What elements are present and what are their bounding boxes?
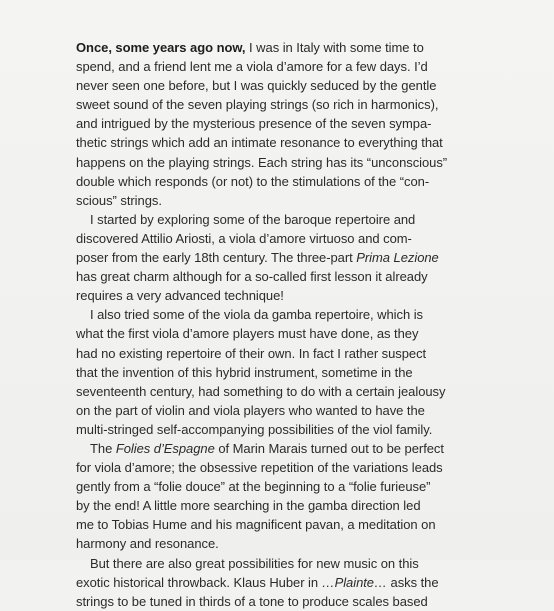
line-text: gently from a “folie douce” at the beginning to a “folie furieuse” [76,479,431,495]
text-line [76,305,471,324]
line-text: has great charm although for a so-called first lesson it already [76,269,428,285]
line-text: The [90,440,116,456]
text-line [76,114,471,133]
line-text: thetic strings which add an intimate resonance to everything that [76,135,443,151]
text-line [76,420,471,439]
text-line [76,286,471,305]
line-text: requires a very advanced technique! [76,288,284,304]
text-line [76,439,471,458]
lead-phrase: Once, some years ago now, [76,40,246,55]
italic-title: Folies d’Espagne [115,440,215,456]
text-line [76,248,471,267]
line-text: had no existing repertoire of their own. In fact I rather suspect [76,345,427,361]
line-text: sweet sound of the seven playing strings (so rich in harmonics), [76,97,439,113]
line-text: for viola d’amore; the obsessive repetition of the variations leads [76,460,443,476]
text-line [76,153,471,172]
line-text: I started by exploring some of the baroque repertoire and [90,211,416,227]
text-line [76,534,471,553]
line-text: on the part of violin and viola players who wanted to have the [76,402,425,418]
text-line [76,57,471,76]
text-line [76,344,471,363]
text-line [76,38,471,57]
text-line [76,477,471,496]
text-line [76,363,471,382]
line-text: I also tried some of the viola da gamba repertoire, which is [90,307,424,323]
text-line [76,133,471,152]
line-text: what the first viola d’amore players must have done, as they [76,326,419,342]
line-text: and intrigued by the mysterious presence of the seven sympa- [76,116,432,132]
text-line [76,401,471,420]
line-text: by the end! A little more searching in the gamba direction led [76,498,421,514]
line-text-after: of Marin Marais turned out to be perfect [214,440,444,456]
text-line [76,573,471,592]
line-text: seventeenth century, had something to do with a certain jealousy [76,383,446,399]
line-text: multi-stringed self-accompanying possibilities of the viol family. [76,421,433,437]
line-text: happens on the playing strings. Each string has its “unconscious” [76,154,448,170]
line-text: But there are also great possibilities for new music on this [90,555,419,571]
line-text-after: asks the [386,574,439,590]
text-line [76,229,471,248]
line-text: poser from the early 18th century. The three-part [76,250,357,266]
line-text: spend, and a friend lent me a viola d’amore for a few days. I’d [76,59,428,75]
line-text: exotic historical throwback. Klaus Huber in [76,574,322,590]
line-text: that the invention of this hybrid instrument, sometime in the [76,364,413,380]
text-line [76,515,471,534]
line-text: never seen one before, but I was quickly seduced by the gentle [76,78,437,94]
line-text: me to Tobias Hume and his magnificent pavan, a meditation on [76,517,436,533]
line-text: discovered Attilio Ariosti, a viola d’amore virtuoso and com- [76,230,412,246]
italic-title: …Plainte… [321,574,387,590]
text-line [76,172,471,191]
text-line [76,210,471,229]
text-line [76,76,471,95]
liner-notes-text [76,38,471,611]
line-text: scious” strings. [76,192,162,208]
text-line [76,554,471,573]
line-text: I was in Italy with some time to [245,40,424,55]
text-line [76,592,471,611]
line-text: harmony and resonance. [76,536,219,552]
italic-title: Prima Lezione [356,250,439,266]
text-line [76,324,471,343]
text-line [76,458,471,477]
text-line [76,95,471,114]
text-line [76,191,471,210]
line-text: strings to be tuned in thirds of a tone to produce scales based [76,593,428,609]
text-line [76,382,471,401]
line-text: double which responds (or not) to the stimulations of the “con- [76,173,430,189]
text-line [76,267,471,286]
text-line [76,496,471,515]
